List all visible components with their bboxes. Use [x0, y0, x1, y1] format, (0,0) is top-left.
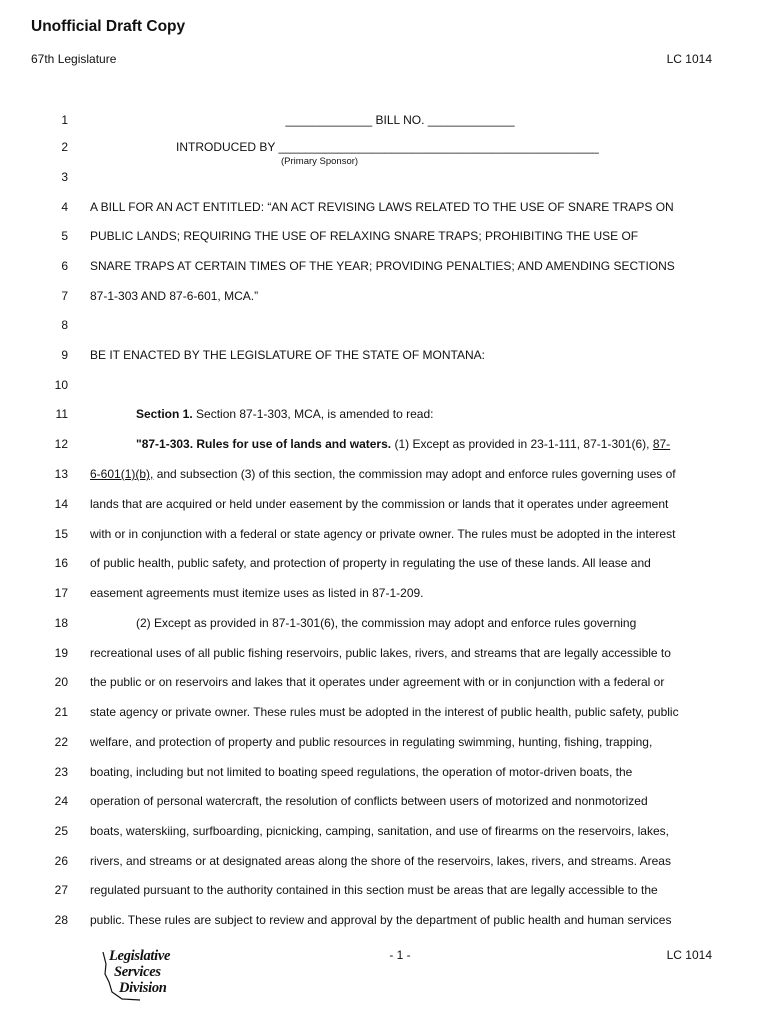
line-1	[0, 113, 770, 131]
line-number: 25	[54, 824, 68, 838]
line-text: state agency or private owner. These rules must be adopted in the interest of public health, public safety, public	[90, 705, 679, 719]
line-text: BE IT ENACTED BY THE LEGISLATURE OF THE STATE OF MONTANA:	[90, 348, 485, 362]
line-9	[0, 348, 770, 366]
line-13	[0, 467, 770, 485]
line-17	[0, 586, 770, 604]
logo-word: Legislative	[109, 948, 171, 964]
line-number: 2	[61, 140, 68, 154]
line-12	[0, 437, 770, 455]
line-number: 22	[54, 735, 68, 749]
line-number: 17	[54, 586, 68, 600]
line-28	[0, 913, 770, 931]
section-heading: Section 1.	[136, 407, 193, 421]
line-10	[0, 378, 770, 396]
line-number: 21	[54, 705, 68, 719]
line-number: 4	[61, 200, 68, 214]
line-5	[0, 229, 770, 247]
line-number: 5	[61, 229, 68, 243]
line-number: 20	[54, 675, 68, 689]
line-number: 15	[54, 527, 68, 541]
line-22	[0, 735, 770, 753]
inserted-text: 6-601(1)(b),	[90, 467, 154, 481]
line-2	[0, 140, 770, 158]
line-number: 8	[61, 318, 68, 332]
line-text: 87-1-303 AND 87-6-601, MCA.”	[90, 289, 259, 303]
line-number: 9	[61, 348, 68, 362]
line-text: welfare, and protection of property and public resources in regulating swimming, hunting, fishing, trapping,	[90, 735, 653, 749]
line-number: 26	[54, 854, 68, 868]
line-14	[0, 497, 770, 515]
line-text: with or in conjunction with a federal or state agency or private owner. The rules must be adopted in the interest	[90, 527, 676, 541]
line-19	[0, 646, 770, 664]
statute-heading: "87-1-303. Rules for use of lands and waters.	[136, 437, 392, 451]
line-text: boating, including but not limited to boating speed regulations, the operation of motor-driven boats, the	[90, 765, 633, 779]
line-text: easement agreements must itemize uses as listed in 87-1-209.	[90, 586, 424, 600]
line-text: A BILL FOR AN ACT ENTITLED: “AN ACT REVISING LAWS RELATED TO THE USE OF SNARE TRAPS ON	[90, 200, 674, 214]
line-text: boats, waterskiing, surfboarding, picnicking, camping, sanitation, and use of firearms on the reservoirs, lakes,	[90, 824, 669, 838]
inserted-text: 87-	[652, 437, 671, 451]
line-8	[0, 318, 770, 336]
line-23	[0, 765, 770, 783]
line-number: 16	[54, 556, 68, 570]
line-16	[0, 556, 770, 574]
line-18	[0, 616, 770, 634]
line-number: 1	[61, 113, 68, 127]
line-text	[90, 407, 756, 421]
lc-number-footer: LC 1014	[666, 948, 712, 962]
line-text: lands that are acquired or held under easement by the commission or lands that it operates under agreement	[90, 497, 669, 511]
line-text: regulated pursuant to the authority contained in this section must be areas that are legally accessible to the	[90, 883, 658, 897]
introduced-by-line: INTRODUCED BY ________________________________________________	[176, 140, 599, 154]
line-text: (2) Except as provided in 87-1-301(6), the commission may adopt and enforce rules governing	[136, 616, 637, 630]
line-number: 10	[54, 378, 68, 392]
statute-text: (1) Except as provided in 23-1-111, 87-1-301(6),	[391, 437, 653, 451]
line-number: 12	[54, 437, 68, 451]
line-text: public. These rules are subject to review and approval by the department of public health and human services	[90, 913, 672, 927]
line-number: 28	[54, 913, 68, 927]
line-number: 23	[54, 765, 68, 779]
line-6	[0, 259, 770, 277]
statute-text: and subsection (3) of this section, the commission may adopt and enforce rules governing uses of	[153, 467, 676, 481]
line-text	[90, 437, 756, 451]
line-text: recreational uses of all public fishing reservoirs, public lakes, rivers, and streams that are legally accessible to	[90, 646, 671, 660]
legislature-label: 67th Legislature	[31, 52, 117, 66]
page-number: - 1 -	[389, 948, 411, 962]
line-text	[90, 467, 710, 481]
line-text: PUBLIC LANDS; REQUIRING THE USE OF RELAXING SNARE TRAPS; PROHIBITING THE USE OF	[90, 229, 639, 243]
line-number: 11	[55, 407, 68, 421]
line-number: 13	[54, 467, 68, 481]
line-number: 24	[54, 794, 68, 808]
line-3	[0, 170, 770, 188]
logo-word: Division	[119, 980, 167, 996]
line-text: of public health, public safety, and protection of property in regulating the use of these lands. All lease and	[90, 556, 651, 570]
bill-number-line: _____________ BILL NO. _____________	[285, 113, 515, 127]
line-number: 14	[54, 497, 68, 511]
document-title: Unofficial Draft Copy	[31, 18, 186, 35]
line-15	[0, 527, 770, 545]
line-11	[0, 407, 770, 425]
line-text: SNARE TRAPS AT CERTAIN TIMES OF THE YEAR; PROVIDING PENALTIES; AND AMENDING SECTIONS	[90, 259, 675, 273]
sponsor-note: (Primary Sponsor)	[281, 156, 359, 167]
line-25	[0, 824, 770, 842]
line-text: operation of personal watercraft, the resolution of conflicts between users of motorized and nonmotorized	[90, 794, 648, 808]
line-number: 6	[61, 259, 68, 273]
section-intro: Section 87-1-303, MCA, is amended to read:	[192, 407, 434, 421]
line-26	[0, 854, 770, 872]
line-text: the public or on reservoirs and lakes that it operates under agreement with or in conjunction with a federal or	[90, 675, 665, 689]
line-number: 18	[54, 616, 68, 630]
lc-number-header: LC 1014	[666, 52, 712, 66]
line-4	[0, 200, 770, 218]
line-number: 27	[54, 883, 68, 897]
line-7	[0, 289, 770, 307]
line-number: 7	[61, 289, 68, 303]
line-24	[0, 794, 770, 812]
logo-word: Services	[114, 964, 161, 980]
line-21	[0, 705, 770, 723]
line-number: 3	[61, 170, 68, 184]
line-number: 19	[54, 646, 68, 660]
line-text: rivers, and streams or at designated areas along the shore of the reservoirs, lakes, rivers, and streams. Areas	[90, 854, 671, 868]
line-20	[0, 675, 770, 693]
line-27	[0, 883, 770, 901]
